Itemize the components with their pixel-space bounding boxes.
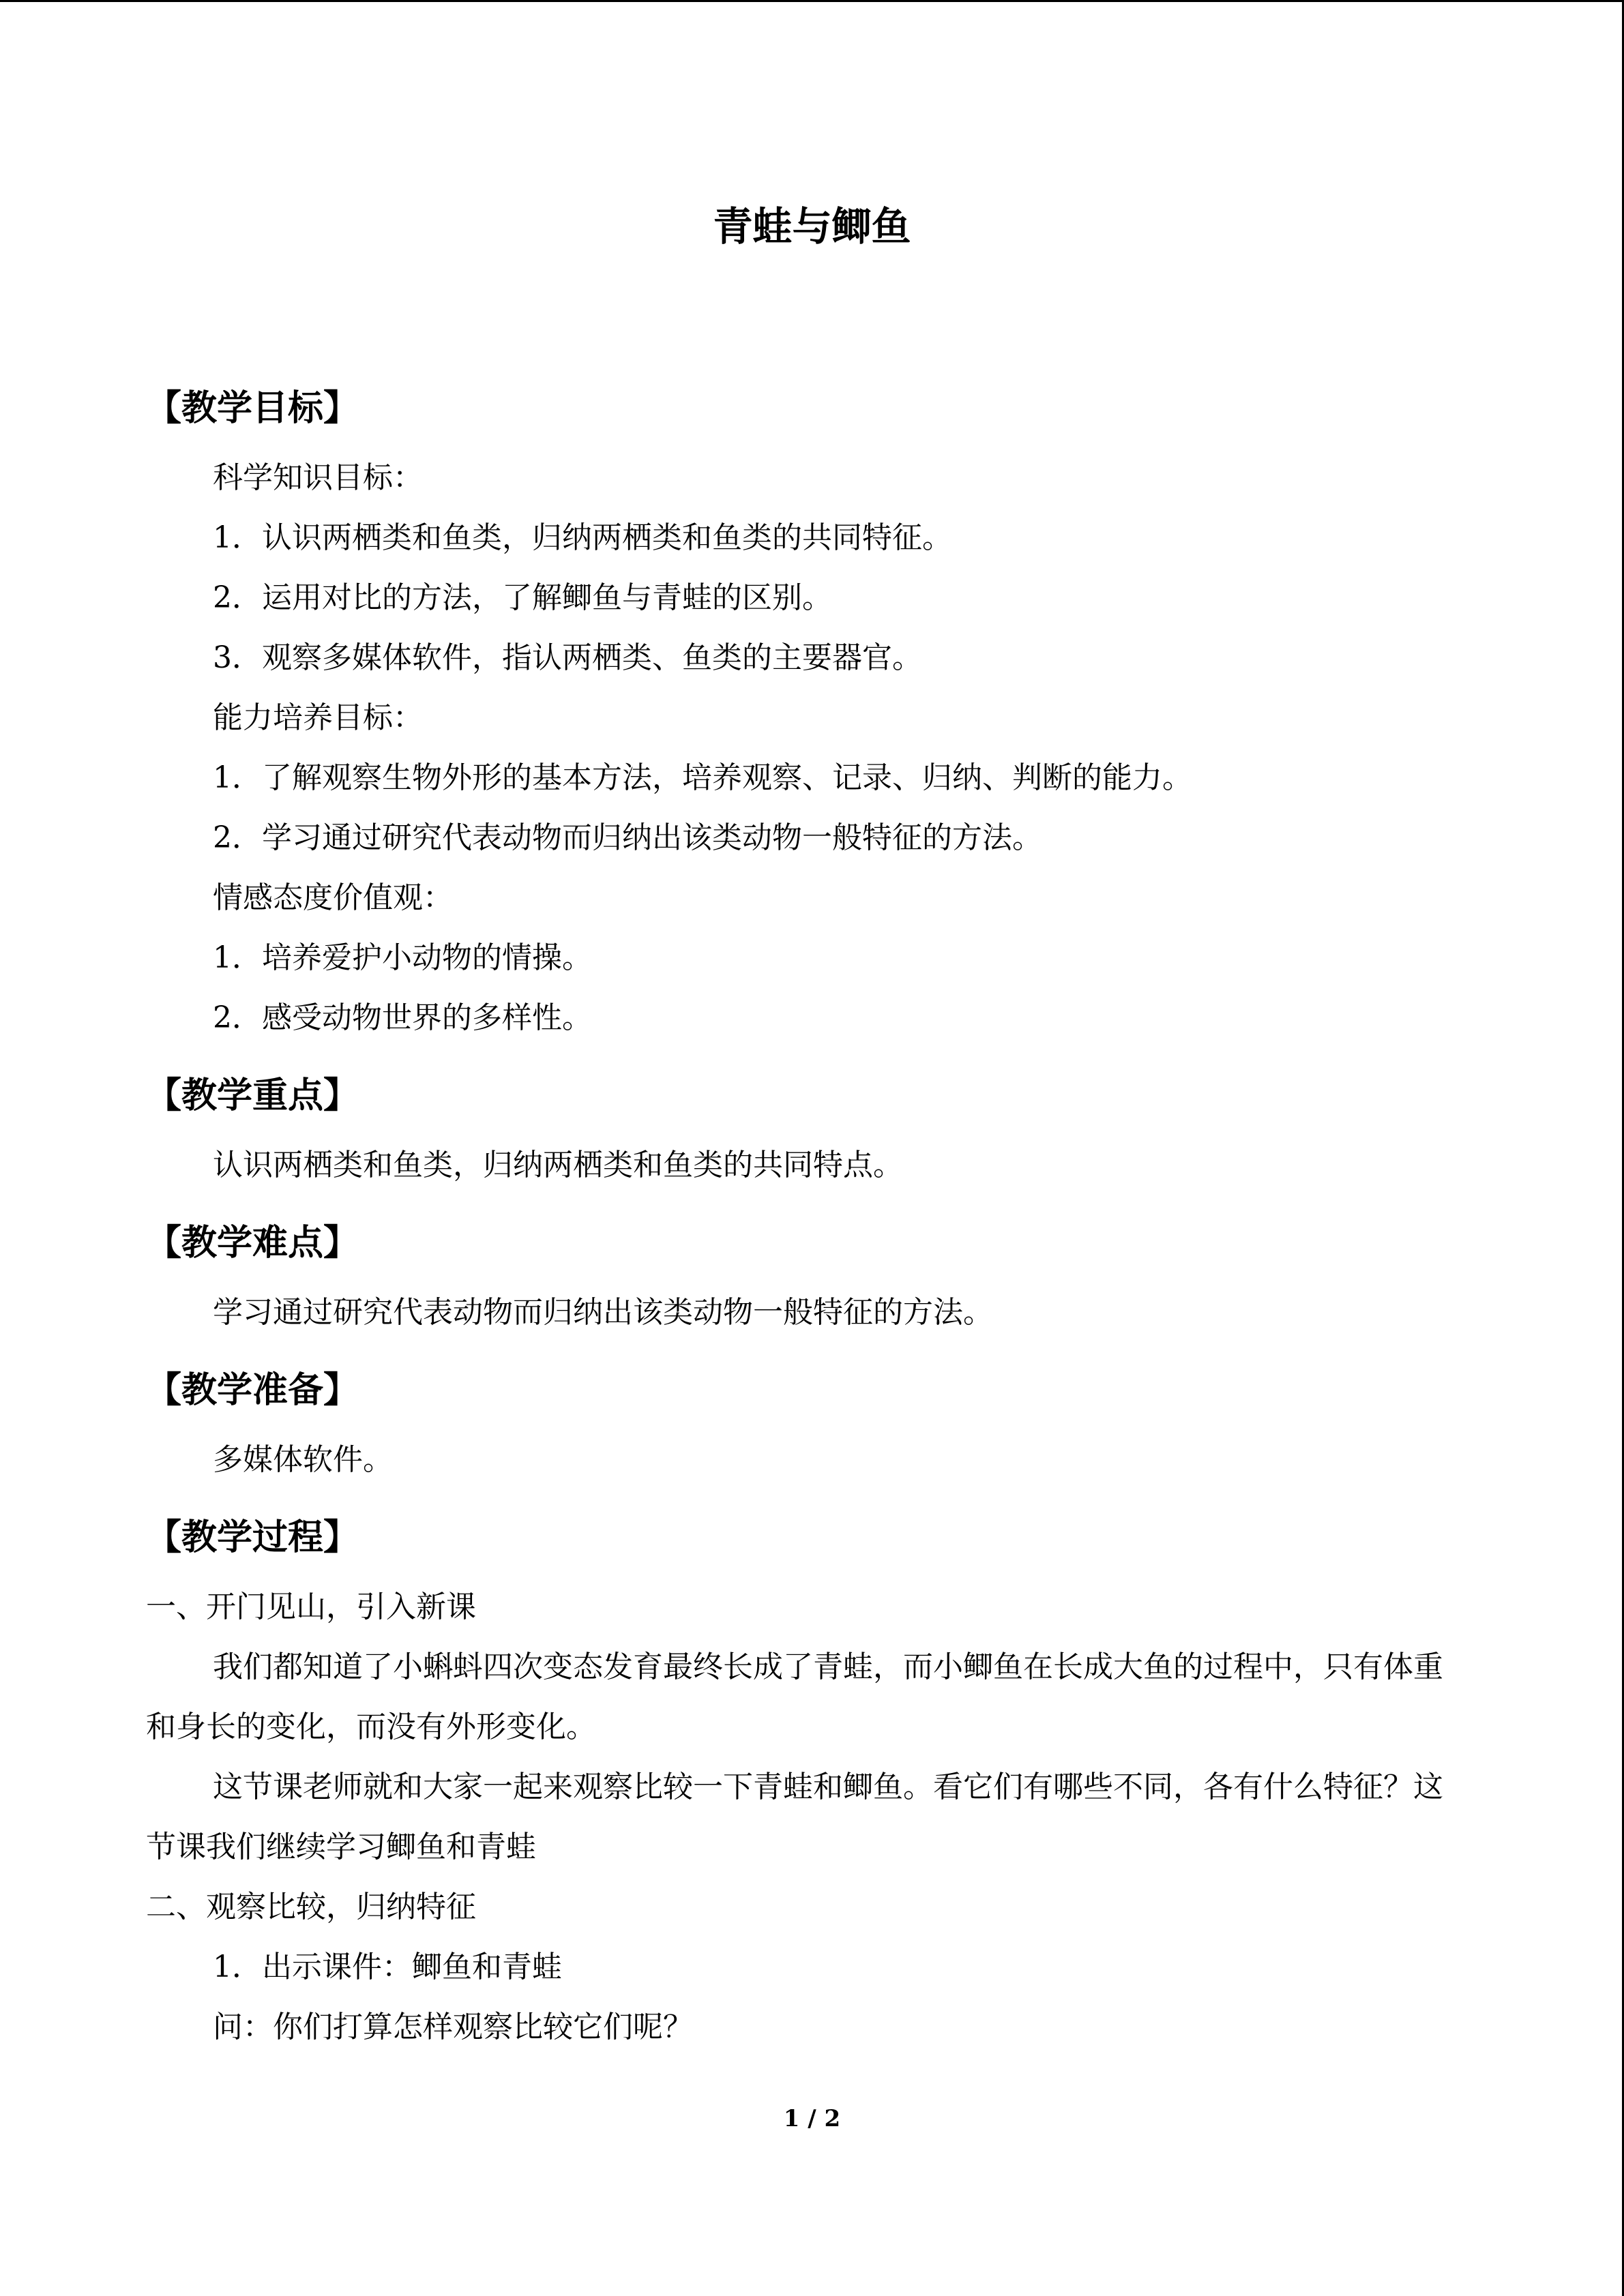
document-body xyxy=(146,387,1462,2057)
paragraph: 认识两栖类和鱼类，归纳两栖类和鱼类的共同特点。 xyxy=(213,1148,903,1182)
paragraph: 2．学习通过研究代表动物而归纳出该类动物一般特征的方法。 xyxy=(213,820,1042,855)
paragraph: 1．出示课件：鲫鱼和青蛙 xyxy=(213,1950,562,1984)
process-step-heading: 一、开门见山，引入新课 xyxy=(146,1590,476,1624)
section-heading-objectives: 【教学目标】 xyxy=(146,387,359,429)
paragraph: 1．认识两栖类和鱼类，归纳两栖类和鱼类的共同特征。 xyxy=(213,520,952,555)
section-heading-key-points: 【教学重点】 xyxy=(146,1075,359,1116)
page-number: 1 / 2 xyxy=(783,2105,841,2132)
paragraph: 这节课老师就和大家一起来观察比较一下青蛙和鲫鱼。看它们有哪些不同，各有什么特征？这节课我们继续学习鲫鱼和青蛙 xyxy=(146,1770,1443,1864)
section-heading-process: 【教学过程】 xyxy=(146,1517,359,1558)
section-heading-preparation: 【教学准备】 xyxy=(146,1369,359,1411)
section-heading-difficulties: 【教学难点】 xyxy=(146,1222,359,1264)
paragraph: 2．感受动物世界的多样性。 xyxy=(213,1000,592,1035)
document-title: 青蛙与鲫鱼 xyxy=(713,203,911,250)
paragraph: 能力培养目标： xyxy=(213,700,423,735)
paragraph: 学习通过研究代表动物而归纳出该类动物一般特征的方法。 xyxy=(213,1295,993,1330)
paragraph: 情感态度价值观： xyxy=(213,880,453,915)
paragraph: 多媒体软件。 xyxy=(213,1442,393,1477)
paragraph: 问：你们打算怎样观察比较它们呢？ xyxy=(213,2010,693,2044)
paragraph: 3．观察多媒体软件，指认两栖类、鱼类的主要器官。 xyxy=(213,640,922,675)
paragraph: 1．培养爱护小动物的情操。 xyxy=(213,940,592,975)
paragraph: 科学知识目标： xyxy=(213,460,423,495)
process-step-heading: 二、观察比较，归纳特征 xyxy=(146,1890,476,1924)
paragraph: 我们都知道了小蝌蚪四次变态发育最终长成了青蛙，而小鲫鱼在长成大鱼的过程中，只有体重和身长的变化，而没有外形变化。 xyxy=(146,1650,1443,1744)
paragraph: 1．了解观察生物外形的基本方法，培养观察、记录、归纳、判断的能力。 xyxy=(213,760,1192,795)
paragraph: 2．运用对比的方法，了解鲫鱼与青蛙的区别。 xyxy=(213,580,832,615)
